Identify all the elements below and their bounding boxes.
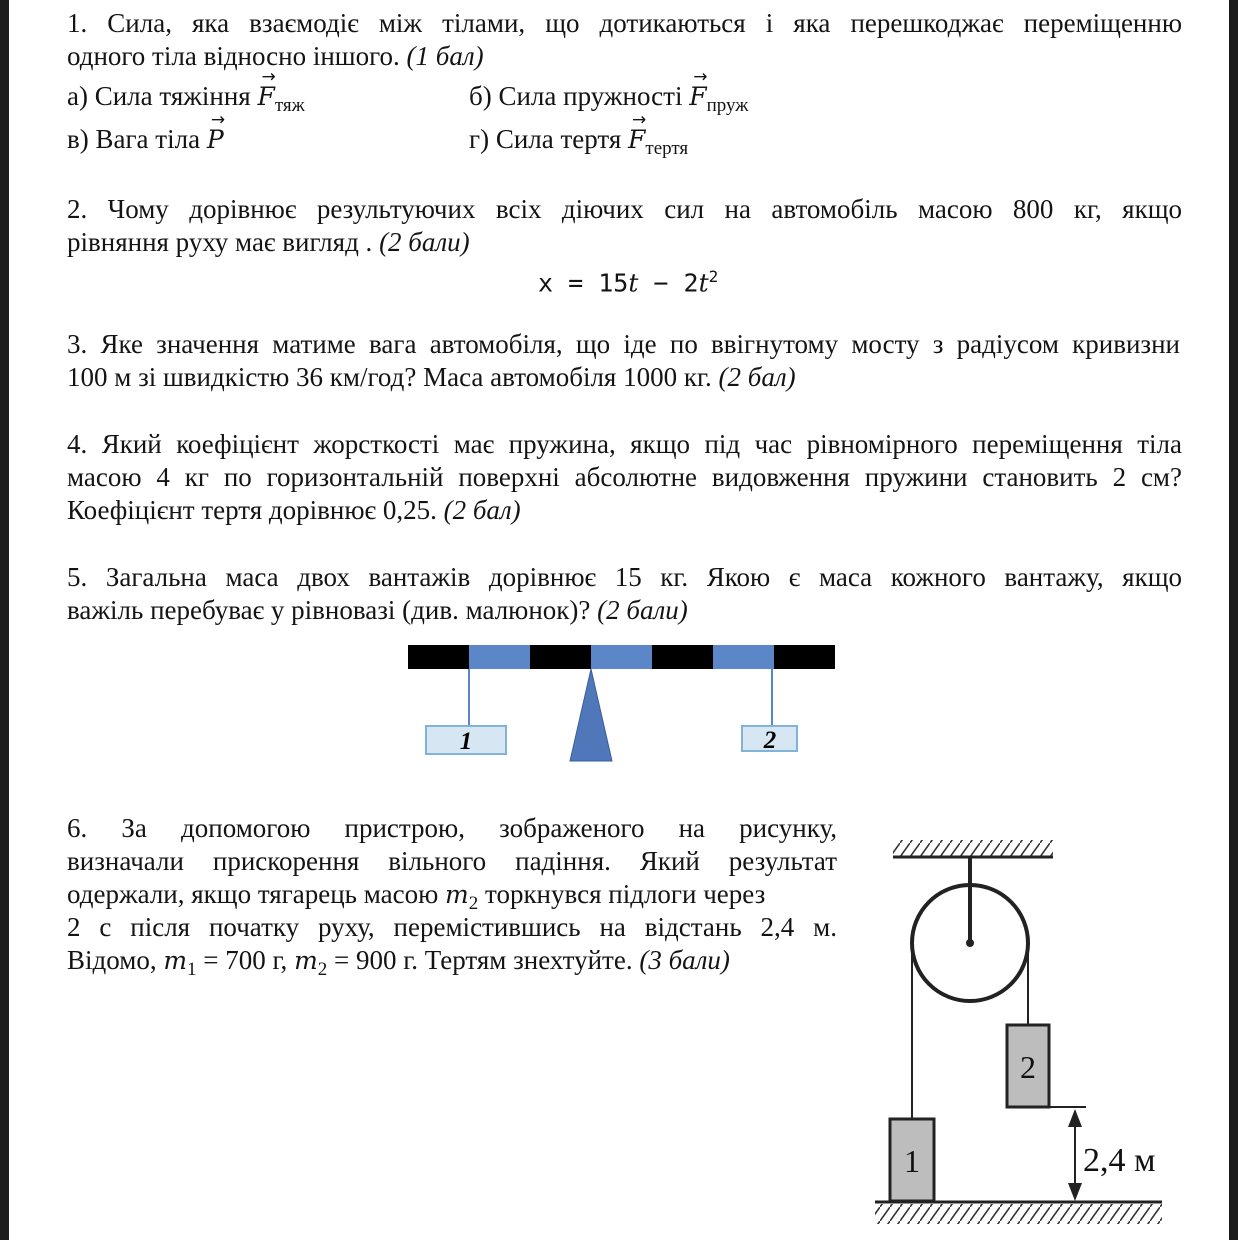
q2-equation: $x = 15t - 2t^2$ <box>538 267 719 298</box>
right-border <box>1229 0 1238 1240</box>
q5-line-1: 5. Загальна маса двох вантажів дорівнює 15 кг. Якою є маса кожного вантажу, якщо <box>67 562 1182 592</box>
q3-line-1: 3. Яке значення матиме вага автомобіля, що іде по ввігнутому мосту з радіусом кривизни <box>67 329 1180 359</box>
q5-points: (2 бали) <box>597 595 688 625</box>
floor-hatch <box>875 1204 1162 1224</box>
mass-2-label: 2 <box>1020 1049 1036 1085</box>
q6-line-4: 2 с після початку руху, перемістившись на відстань 2,4 м. <box>67 912 837 942</box>
lever-mark-2 <box>530 645 591 669</box>
q6-line-1: 6. За допомогою пристрою, зображеного на рисунку, <box>67 813 837 843</box>
q1-line-1: 1. Сила, яка взаємодіє між тілами, що дотикаються і яка перешкоджає переміщенню <box>67 8 1182 38</box>
q3-points: (2 бал) <box>718 362 796 392</box>
load-1-label: 1 <box>459 728 473 755</box>
q1-option-b[interactable]: б) Сила пружності → $F_{пруж}$ <box>469 80 748 122</box>
lever-mark-4 <box>774 645 835 669</box>
q1-option-g[interactable]: г) Сила тертя → $F_{тертя}$ <box>469 123 688 165</box>
q5-line-2: важіль перебуває у рівновазі (див. малюнок)? (2 бали) <box>67 595 688 625</box>
left-border <box>0 0 9 1240</box>
q6-line-5: Відомо, $m_1 = 700$ г, $m_2 = 900$ г. Тертям знехтуйте. (3 бали) <box>67 945 730 980</box>
lever-mark-3 <box>652 645 713 669</box>
lever-bar <box>408 645 835 669</box>
load-2-label: 2 <box>763 727 777 754</box>
q6-line-2: визначали прискорення вільного падіння. Який результат <box>67 846 837 876</box>
q3-line-2: 100 м зі швидкістю 36 км/год? Маса автомобіля 1000 кг. (2 бал) <box>67 362 796 392</box>
q1-option-a[interactable]: а) Сила тяжіння → $F_{тяж}$ <box>67 80 305 122</box>
q2-points: (2 бали) <box>379 227 470 257</box>
q1-option-v[interactable]: в) Вага тіла → P <box>67 123 224 156</box>
q1-line-2: одного тіла відносно іншого. (1 бал) <box>67 41 484 71</box>
q2-line-2: рівняння руху має вигляд . (2 бали) <box>67 227 470 257</box>
lever-figure <box>400 640 845 770</box>
distance-arrow-down <box>1068 1183 1082 1201</box>
ceiling-hatch <box>893 840 1053 857</box>
distance-arrow-up <box>1068 1109 1082 1127</box>
q4-line-3: Коефіцієнт тертя дорівнює 0,25. (2 бал) <box>67 495 521 525</box>
distance-label: 2,4 м <box>1083 1142 1156 1179</box>
q2-line-1: 2. Чому дорівнює результуючих всіх діючих сил на автомобіль масою 800 кг, якщо <box>67 194 1182 224</box>
q4-line-2: масою 4 кг по горизонтальній поверхні абсолютне видовження пружини становить 2 см? <box>67 462 1182 492</box>
q1-points: (1 бал) <box>406 41 484 71</box>
lever-mark-1 <box>408 645 469 669</box>
mass-1-label: 1 <box>904 1143 920 1179</box>
q6-line-3: одержали, якщо тягарець масою $m_2$ торкнувся підлоги через <box>67 879 766 914</box>
q6-points: (3 бали) <box>639 945 730 975</box>
q4-points: (2 бал) <box>443 495 521 525</box>
pulley-axle <box>966 939 974 947</box>
fulcrum <box>570 669 612 761</box>
q4-line-1: 4. Який коефіцієнт жорсткості має пружина, якщо під час рівномірного переміщення тіла <box>67 429 1182 459</box>
atwood-machine-figure <box>860 815 1185 1240</box>
